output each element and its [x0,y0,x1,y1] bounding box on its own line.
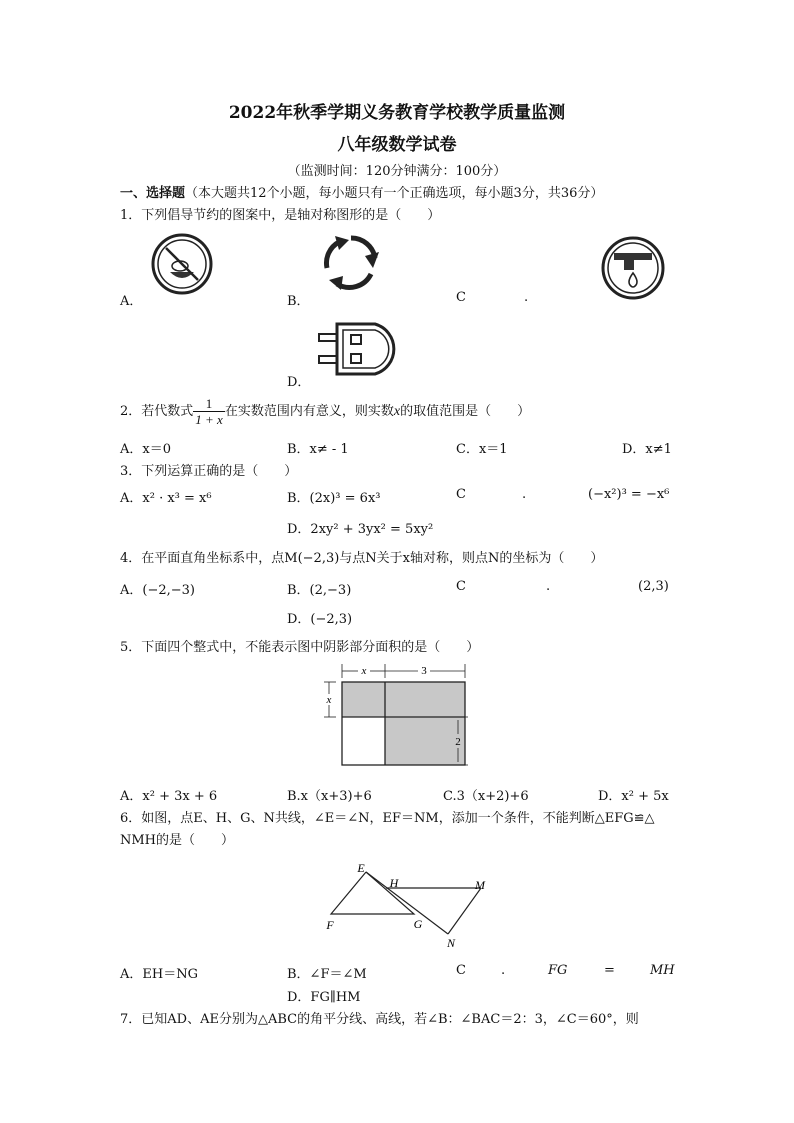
q2-stem-end: 的取值范围是（ ） [400,404,531,419]
q6-option-c: C [456,963,466,978]
q1-option-d: D． [287,375,311,390]
question-7-stem: 7．已知AD、AE分别为△ABC的角平分线、高线，若∠B：∠BAC＝2：3，∠C＝60°，则 [120,1012,639,1027]
question-3-stem: 3．下列运算正确的是（ ） [120,464,298,479]
section-desc: （本大题共12个小题，每小题只有一个正确选项，每小题3分，共36分） [185,186,604,201]
q5-label-2: 2 [455,736,461,748]
question-5-stem: 5．下面四个整式中，不能表示图中阴影部分面积的是（ ） [120,640,480,655]
q6-label-M: M [475,878,485,892]
q2-option-c: C．x＝1 [456,442,508,457]
q2-option-a: A．x＝0 [120,442,171,457]
q3-option-a: A．x² · x³ = x⁶ [120,491,212,506]
question-4-stem: 4．在平面直角坐标系中，点M(−2,3)与点N关于x轴对称，则点N的坐标为（ ） [120,551,604,566]
q5-label-3: 3 [421,665,427,677]
q6-label-G: G [413,917,423,931]
q5-shaded-top-right [385,682,465,717]
q5-option-a: A．x² + 3x + 6 [120,789,218,804]
q6-option-a: A．EH＝NG [120,967,198,982]
q2-option-d: D．x≠1 [622,442,672,457]
q6-option-c-mh: MH [650,963,675,978]
q6-label-H: H [389,876,399,890]
q5-label-x-left: x [326,694,332,706]
section-heading [120,182,603,201]
question-2-stem [120,396,530,427]
q6-option-c-eq: = [604,963,615,978]
q2-var: x [393,404,401,419]
q2-stem-post: 在实数范围内有意义，则实数 [224,404,394,419]
q3-option-c-expr: (−x²)³ = −x⁶ [588,487,670,502]
q1-option-c-dot: . [524,290,529,305]
q5-shaded-top-left [342,682,385,717]
q2-stem-pre: 2．若代数式 [120,404,194,419]
exam-subtitle-grade: 八年级数学试卷 [337,135,457,155]
q4-option-c: C [456,579,466,594]
q1-option-a: A． [120,294,143,309]
q6-label-F: F [326,918,334,932]
q2-fraction [193,396,225,427]
q2-frac-den: 1 + x [195,412,223,427]
q5-option-c: C.3（x+2)+6 [443,789,529,804]
save-water-tap-icon [600,235,666,301]
section-name: 一、选择题 [120,186,186,201]
power-plug-icon [315,318,407,378]
q5-label-x-top: x [361,665,367,677]
q3-option-d: D．2xy² + 3yx² = 5xy² [287,522,434,537]
q3-option-c-dot: . [522,487,527,502]
q4-option-c-dot: . [546,579,551,594]
exam-time-info: （监测时间：120分钟满分：100分） [287,164,507,179]
question-1-stem: 1．下列倡导节约的图案中，是轴对称图形的是（ ） [120,208,441,223]
q5-option-b: B.x（x+3)+6 [287,789,372,804]
q5-shaded-bottom-right [385,717,465,765]
q4-option-d: D．(−2,3) [287,612,353,627]
q6-option-c-dot: . [501,963,506,978]
q3-option-c: C [456,487,466,502]
exam-title: 2022年秋季学期义务教育学校教学质量监测 [228,103,566,123]
q6-option-c-fg: FG [548,963,568,978]
q6-triangle-figure [318,858,498,950]
question-6-stem-line2: NMH的是（ ） [120,833,235,848]
q4-option-c-expr: (2,3) [638,579,669,594]
recycle-arrows-icon [315,228,385,294]
q5-option-d: D．x² + 5x [598,789,669,804]
q5-area-figure [318,660,468,770]
q6-label-N: N [446,936,456,950]
q6-option-d: D．FG∥HM [287,990,361,1005]
q4-option-a: A．(−2,−3) [120,583,195,598]
q1-option-b: B． [287,294,310,309]
q3-option-b: B．(2x)³ = 6x³ [287,491,381,506]
no-food-waste-icon [150,232,214,296]
q2-option-b: B．x≠ - 1 [287,442,349,457]
q1-option-c: C [456,290,466,305]
question-6-stem-line1: 6．如图，点E、H、G、N共线，∠E＝∠N，EF＝NM，添加一个条件，不能判断△EFG≌△ [120,811,655,826]
q6-label-E: E [357,861,365,875]
q2-frac-num: 1 [193,396,225,412]
q4-option-b: B．(2,−3) [287,583,352,598]
q6-option-b: B．∠F＝∠M [287,967,367,982]
